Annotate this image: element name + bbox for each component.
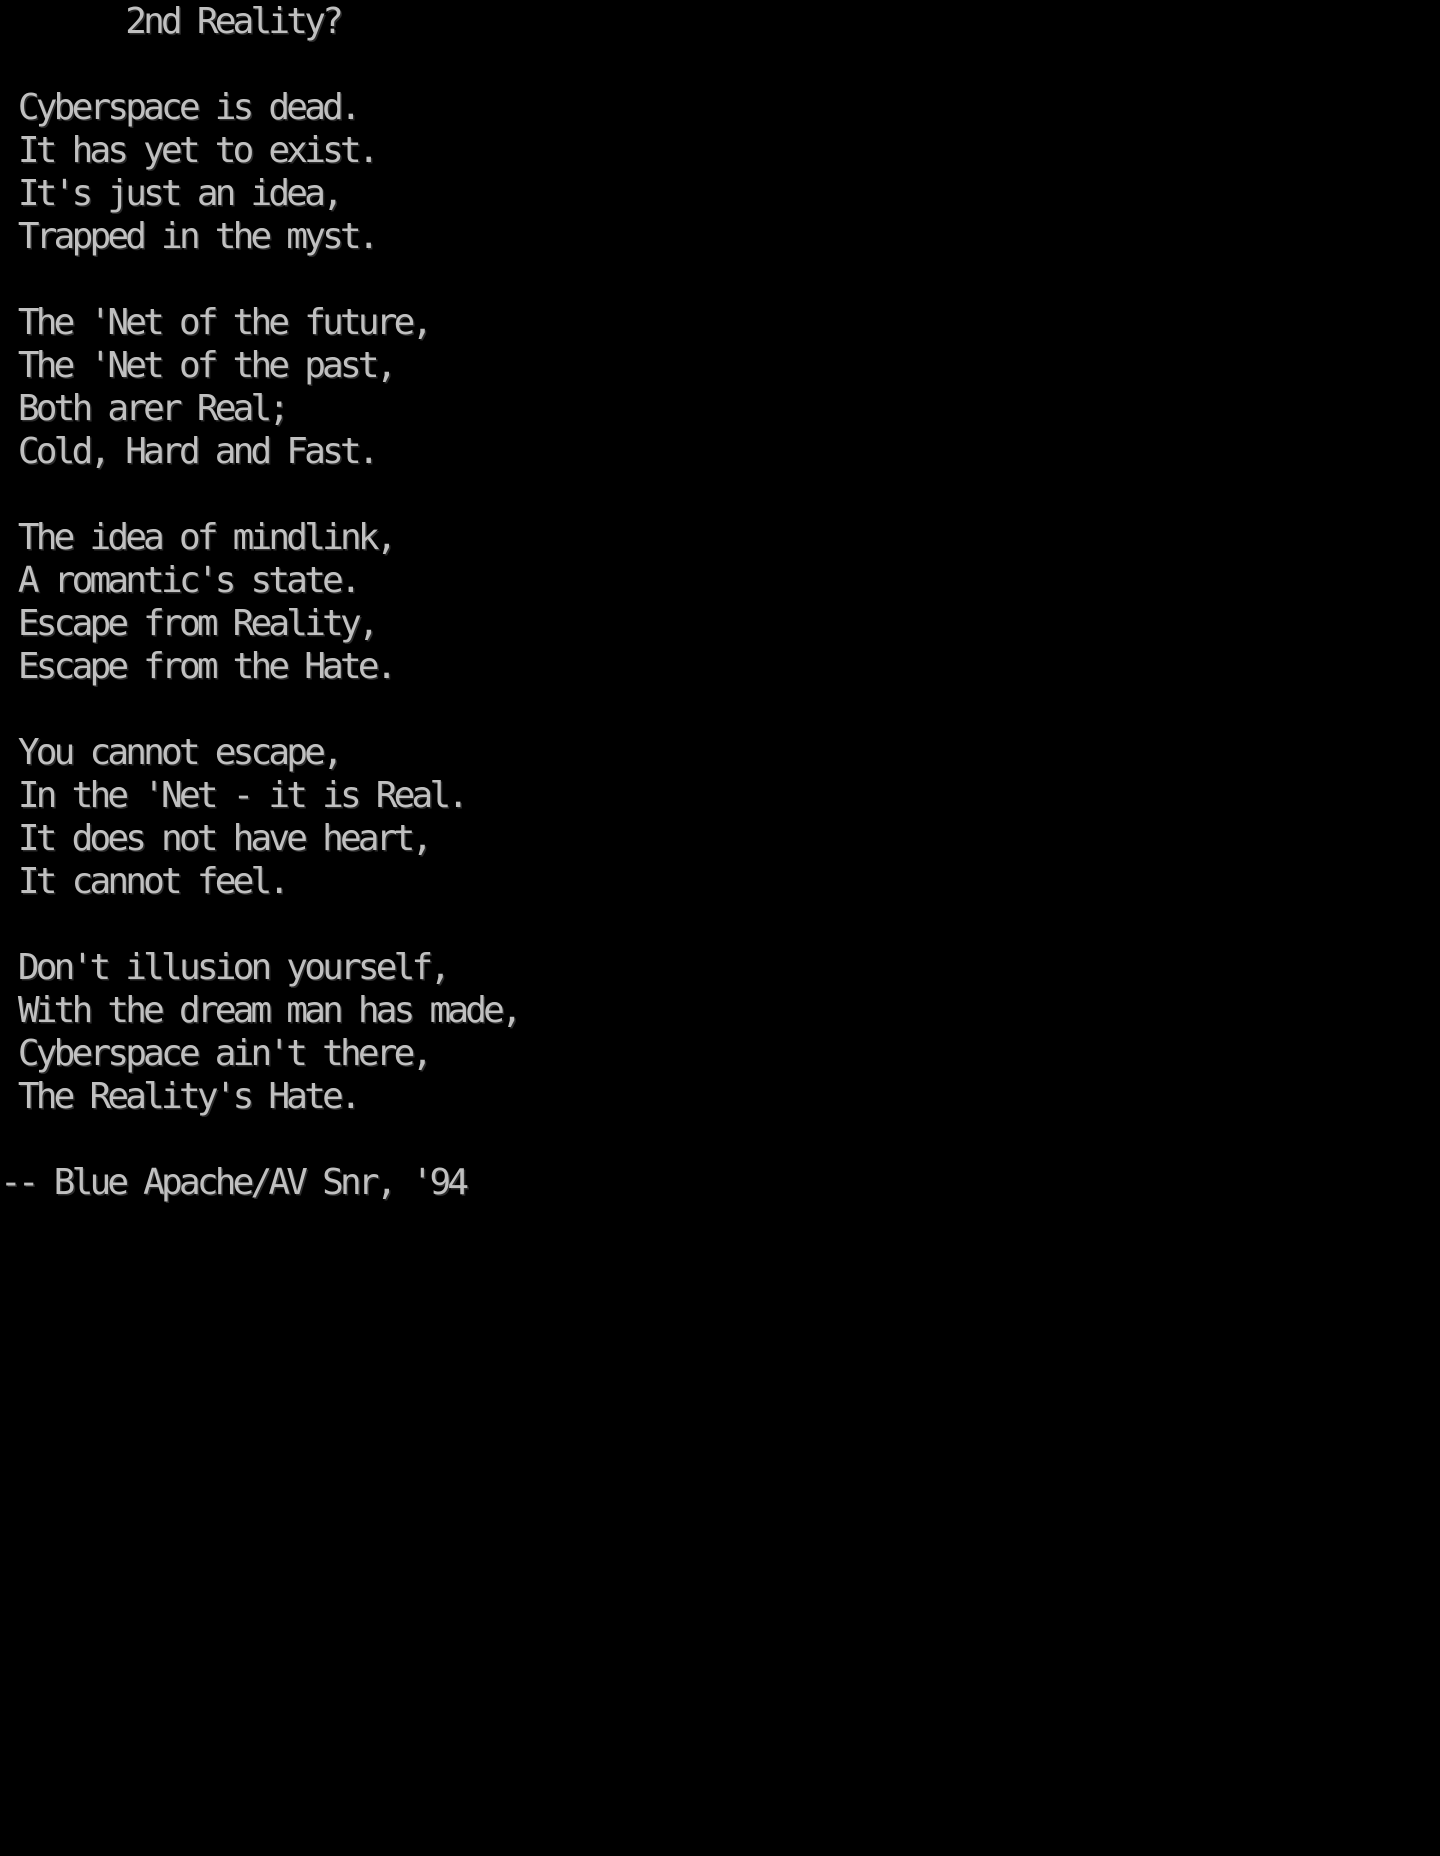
- poem-line: The Reality's Hate.: [0, 1076, 358, 1117]
- poem-line: You cannot escape,: [0, 732, 340, 773]
- poem-line: 2nd Reality?: [0, 1, 340, 42]
- poem-line: The 'Net of the past,: [0, 345, 394, 386]
- poem-line: Cyberspace ain't there,: [0, 1033, 430, 1074]
- poem-line: It cannot feel.: [0, 861, 287, 902]
- poem-line: Escape from the Hate.: [0, 646, 394, 687]
- poem-line: Both arer Real;: [0, 388, 287, 429]
- poem-line: Cyberspace is dead.: [0, 87, 358, 128]
- poem-line: Trapped in the myst.: [0, 216, 376, 257]
- poem-line: A romantic's state.: [0, 560, 358, 601]
- poem-line: [0, 688, 519, 731]
- poem-line: Cold, Hard and Fast.: [0, 431, 376, 472]
- poem-line: In the 'Net - it is Real.: [0, 775, 466, 816]
- poem-line: Escape from Reality,: [0, 603, 376, 644]
- poem-line: [0, 1118, 519, 1161]
- poem-line: It does not have heart,: [0, 818, 430, 859]
- poem-text: [0, 0, 519, 1204]
- poem-line: [0, 903, 519, 946]
- poem-line: Don't illusion yourself,: [0, 947, 448, 988]
- poem-line: The idea of mindlink,: [0, 517, 394, 558]
- poem-line: The 'Net of the future,: [0, 302, 430, 343]
- poem-line: It's just an idea,: [0, 173, 340, 214]
- poem-line: With the dream man has made,: [0, 990, 519, 1031]
- poem-line: [0, 43, 519, 86]
- poem-line: It has yet to exist.: [0, 130, 376, 171]
- poem-line: -- Blue Apache/AV Snr, '94: [0, 1162, 466, 1203]
- poem-line: [0, 258, 519, 301]
- poem-line: [0, 473, 519, 516]
